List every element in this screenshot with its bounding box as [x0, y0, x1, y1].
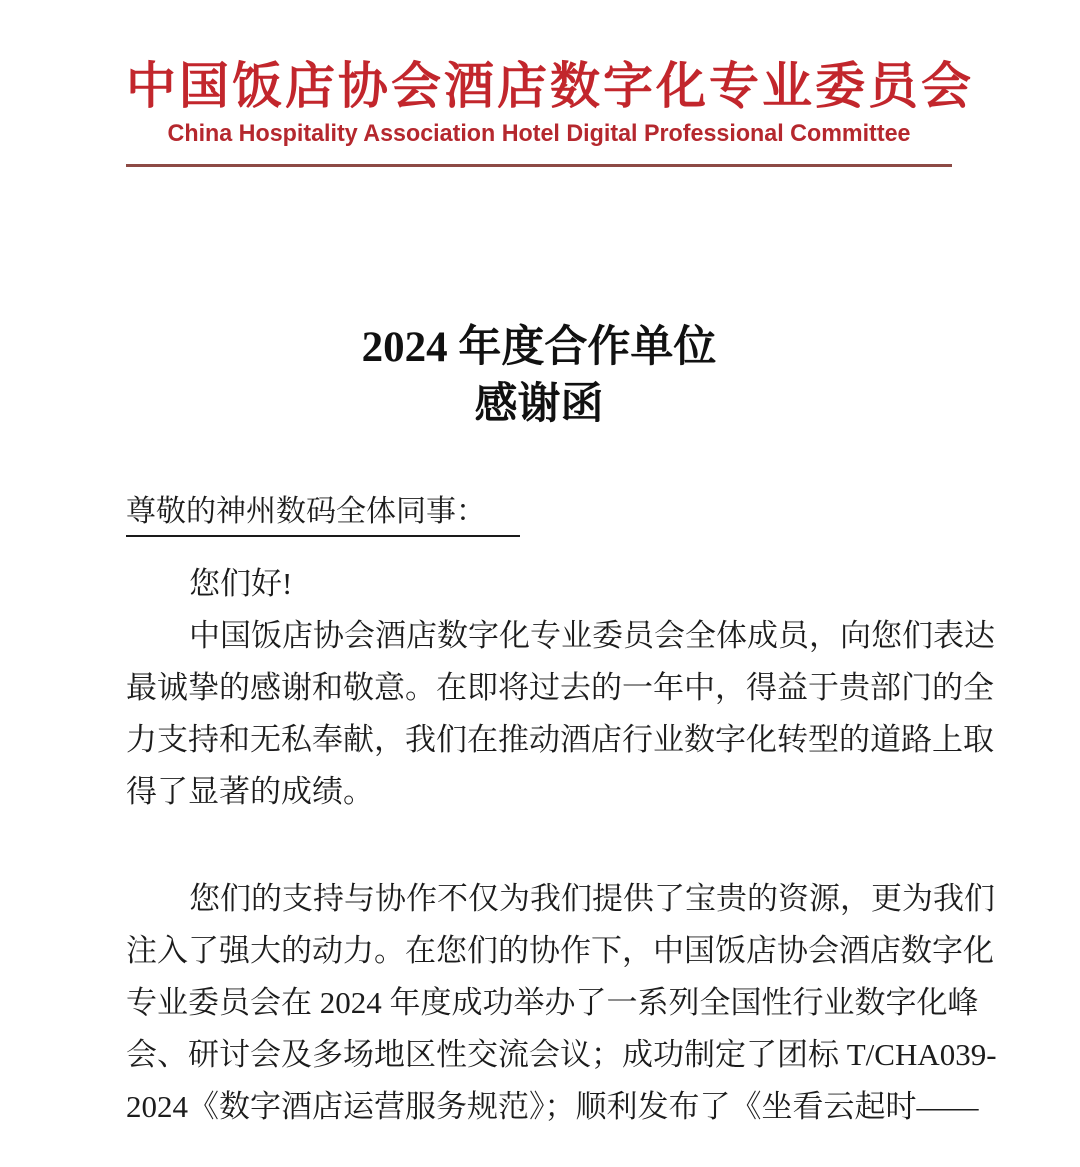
letter-body: [126, 558, 997, 1133]
paragraph2-line-2: 注入了强大的动力。在您们的协作下，中国饭店协会酒店数字化: [126, 933, 994, 968]
paragraph1-line-3: 力支持和无私奉献，我们在推动酒店行业数字化转型的道路上取: [126, 722, 994, 757]
org-name-chinese: 中国饭店协会酒店数字化专业委员会: [126, 58, 974, 114]
letterhead-divider: [126, 164, 952, 167]
paragraph1-line-2: 最诚挚的感谢和敬意。在即将过去的一年中，得益于贵部门的全: [126, 670, 994, 705]
paragraph1-line-1: 中国饭店协会酒店数字化专业委员会全体成员，向您们表达: [189, 618, 995, 653]
document-title-line1: 2024 年度合作单位: [361, 324, 717, 371]
paragraph1-line-4: 得了显著的成绩。: [126, 774, 374, 809]
paragraph2-line-4: 会、研讨会及多场地区性交流会议；成功制定了团标 T/CHA039-: [126, 1037, 997, 1072]
paragraph-1: [126, 610, 995, 818]
paragraph2-line-5: 2024《数字酒店运营服务规范》；顺利发布了《坐看云起时——: [126, 1089, 979, 1124]
paragraph-2: [126, 873, 997, 1133]
document-title: [126, 319, 952, 433]
salutation: [126, 492, 952, 537]
paragraph2-line-3: 专业委员会在 2024 年度成功举办了一系列全国性行业数字化峰: [126, 985, 979, 1020]
document-title-line2: 感谢函: [474, 381, 604, 428]
org-name-english: China Hospitality Association Hotel Digital Professional Committee: [167, 120, 911, 147]
salutation-text: 尊敬的神州数码全体同事：: [126, 492, 520, 537]
paragraph2-line-1: 您们的支持与协作不仅为我们提供了宝贵的资源，更为我们: [189, 881, 995, 916]
greeting-line: 您们好!: [189, 566, 293, 601]
letterhead: [126, 58, 974, 167]
